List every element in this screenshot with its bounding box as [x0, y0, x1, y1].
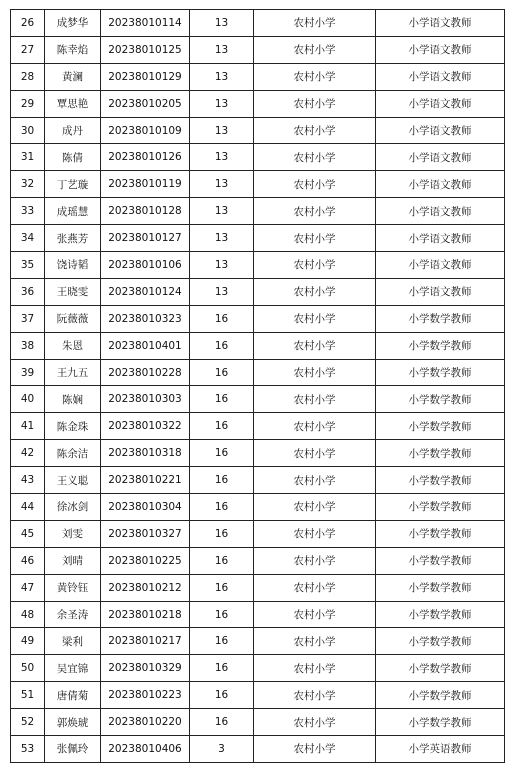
school-type-cell: 农村小学 — [254, 144, 376, 171]
row-number-cell: 27 — [11, 36, 45, 63]
position-code-cell: 13 — [190, 278, 254, 305]
exam-id-cell: 20238010304 — [101, 494, 190, 521]
row-number-cell: 38 — [11, 332, 45, 359]
school-type-cell: 农村小学 — [254, 467, 376, 494]
school-type-cell: 农村小学 — [254, 440, 376, 467]
name-cell: 王晓雯 — [45, 278, 101, 305]
job-title-cell: 小学语文教师 — [376, 278, 505, 305]
job-title-cell: 小学数学教师 — [376, 413, 505, 440]
name-cell: 王义聪 — [45, 467, 101, 494]
exam-id-cell: 20238010217 — [101, 628, 190, 655]
job-title-cell: 小学语文教师 — [376, 90, 505, 117]
position-code-cell: 16 — [190, 628, 254, 655]
row-number-cell: 34 — [11, 225, 45, 252]
name-cell: 饶诗韬 — [45, 252, 101, 279]
row-number-cell: 35 — [11, 252, 45, 279]
table-row — [11, 494, 505, 521]
row-number-cell: 32 — [11, 171, 45, 198]
table-row — [11, 252, 505, 279]
school-type-cell: 农村小学 — [254, 359, 376, 386]
row-number-cell: 28 — [11, 63, 45, 90]
name-cell: 成瑶慧 — [45, 198, 101, 225]
row-number-cell: 29 — [11, 90, 45, 117]
job-title-cell: 小学语文教师 — [376, 198, 505, 225]
position-code-cell: 16 — [190, 655, 254, 682]
job-title-cell: 小学数学教师 — [376, 467, 505, 494]
exam-id-cell: 20238010303 — [101, 386, 190, 413]
exam-id-cell: 20238010106 — [101, 252, 190, 279]
school-type-cell: 农村小学 — [254, 278, 376, 305]
name-cell: 黄铃钰 — [45, 574, 101, 601]
job-title-cell: 小学数学教师 — [376, 520, 505, 547]
position-code-cell: 13 — [190, 198, 254, 225]
name-cell: 徐冰剑 — [45, 494, 101, 521]
position-code-cell: 13 — [190, 225, 254, 252]
school-type-cell: 农村小学 — [254, 36, 376, 63]
name-cell: 王九五 — [45, 359, 101, 386]
position-code-cell: 16 — [190, 682, 254, 709]
exam-id-cell: 20238010128 — [101, 198, 190, 225]
name-cell: 吴宜锦 — [45, 655, 101, 682]
table-row — [11, 117, 505, 144]
table-row — [11, 278, 505, 305]
school-type-cell: 农村小学 — [254, 386, 376, 413]
exam-id-cell: 20238010327 — [101, 520, 190, 547]
job-title-cell: 小学语文教师 — [376, 10, 505, 37]
job-title-cell: 小学语文教师 — [376, 252, 505, 279]
row-number-cell: 43 — [11, 467, 45, 494]
school-type-cell: 农村小学 — [254, 520, 376, 547]
row-number-cell: 39 — [11, 359, 45, 386]
row-number-cell: 47 — [11, 574, 45, 601]
exam-id-cell: 20238010125 — [101, 36, 190, 63]
name-cell: 成丹 — [45, 117, 101, 144]
name-cell: 余圣涛 — [45, 601, 101, 628]
job-title-cell: 小学数学教师 — [376, 601, 505, 628]
row-number-cell: 52 — [11, 709, 45, 736]
job-title-cell: 小学数学教师 — [376, 628, 505, 655]
name-cell: 朱恩 — [45, 332, 101, 359]
school-type-cell: 农村小学 — [254, 10, 376, 37]
name-cell: 黄澜 — [45, 63, 101, 90]
job-title-cell: 小学数学教师 — [376, 332, 505, 359]
row-number-cell: 42 — [11, 440, 45, 467]
name-cell: 刘雯 — [45, 520, 101, 547]
exam-id-cell: 20238010109 — [101, 117, 190, 144]
name-cell: 陈倩 — [45, 144, 101, 171]
name-cell: 阮薇薇 — [45, 305, 101, 332]
school-type-cell: 农村小学 — [254, 117, 376, 144]
table-row — [11, 198, 505, 225]
results-table-body — [11, 10, 505, 763]
job-title-cell: 小学语文教师 — [376, 117, 505, 144]
exam-id-cell: 20238010318 — [101, 440, 190, 467]
position-code-cell: 13 — [190, 144, 254, 171]
exam-id-cell: 20238010114 — [101, 10, 190, 37]
exam-id-cell: 20238010212 — [101, 574, 190, 601]
name-cell: 陈幸焰 — [45, 36, 101, 63]
job-title-cell: 小学数学教师 — [376, 574, 505, 601]
exam-id-cell: 20238010126 — [101, 144, 190, 171]
position-code-cell: 16 — [190, 520, 254, 547]
name-cell: 陈娴 — [45, 386, 101, 413]
name-cell: 丁艺璇 — [45, 171, 101, 198]
row-number-cell: 40 — [11, 386, 45, 413]
exam-id-cell: 20238010124 — [101, 278, 190, 305]
name-cell: 覃思艳 — [45, 90, 101, 117]
exam-id-cell: 20238010220 — [101, 709, 190, 736]
row-number-cell: 33 — [11, 198, 45, 225]
exam-id-cell: 20238010205 — [101, 90, 190, 117]
table-row — [11, 171, 505, 198]
row-number-cell: 26 — [11, 10, 45, 37]
row-number-cell: 49 — [11, 628, 45, 655]
exam-id-cell: 20238010228 — [101, 359, 190, 386]
table-row — [11, 682, 505, 709]
job-title-cell: 小学语文教师 — [376, 225, 505, 252]
table-row — [11, 655, 505, 682]
position-code-cell: 16 — [190, 305, 254, 332]
job-title-cell: 小学数学教师 — [376, 682, 505, 709]
table-row — [11, 144, 505, 171]
name-cell: 陈金珠 — [45, 413, 101, 440]
job-title-cell: 小学数学教师 — [376, 709, 505, 736]
row-number-cell: 37 — [11, 305, 45, 332]
school-type-cell: 农村小学 — [254, 547, 376, 574]
position-code-cell: 16 — [190, 413, 254, 440]
school-type-cell: 农村小学 — [254, 63, 376, 90]
name-cell: 张佩玲 — [45, 736, 101, 763]
school-type-cell: 农村小学 — [254, 252, 376, 279]
position-code-cell: 16 — [190, 574, 254, 601]
exam-id-cell: 20238010322 — [101, 413, 190, 440]
exam-id-cell: 20238010225 — [101, 547, 190, 574]
name-cell: 陈余洁 — [45, 440, 101, 467]
exam-id-cell: 20238010218 — [101, 601, 190, 628]
exam-id-cell: 20238010119 — [101, 171, 190, 198]
job-title-cell: 小学数学教师 — [376, 440, 505, 467]
job-title-cell: 小学数学教师 — [376, 305, 505, 332]
table-row — [11, 547, 505, 574]
position-code-cell: 16 — [190, 440, 254, 467]
position-code-cell: 13 — [190, 36, 254, 63]
position-code-cell: 13 — [190, 63, 254, 90]
job-title-cell: 小学数学教师 — [376, 359, 505, 386]
position-code-cell: 16 — [190, 709, 254, 736]
job-title-cell: 小学数学教师 — [376, 547, 505, 574]
position-code-cell: 13 — [190, 252, 254, 279]
row-number-cell: 44 — [11, 494, 45, 521]
exam-id-cell: 20238010329 — [101, 655, 190, 682]
row-number-cell: 36 — [11, 278, 45, 305]
table-row — [11, 359, 505, 386]
job-title-cell: 小学语文教师 — [376, 63, 505, 90]
job-title-cell: 小学英语教师 — [376, 736, 505, 763]
name-cell: 唐倩菊 — [45, 682, 101, 709]
position-code-cell: 16 — [190, 494, 254, 521]
school-type-cell: 农村小学 — [254, 655, 376, 682]
school-type-cell: 农村小学 — [254, 413, 376, 440]
row-number-cell: 45 — [11, 520, 45, 547]
position-code-cell: 16 — [190, 359, 254, 386]
exam-id-cell: 20238010221 — [101, 467, 190, 494]
school-type-cell: 农村小学 — [254, 225, 376, 252]
position-code-cell: 13 — [190, 10, 254, 37]
job-title-cell: 小学语文教师 — [376, 36, 505, 63]
name-cell: 张燕芳 — [45, 225, 101, 252]
name-cell: 刘晴 — [45, 547, 101, 574]
row-number-cell: 50 — [11, 655, 45, 682]
row-number-cell: 51 — [11, 682, 45, 709]
name-cell: 成梦华 — [45, 10, 101, 37]
school-type-cell: 农村小学 — [254, 332, 376, 359]
job-title-cell: 小学数学教师 — [376, 655, 505, 682]
school-type-cell: 农村小学 — [254, 574, 376, 601]
table-row — [11, 386, 505, 413]
job-title-cell: 小学语文教师 — [376, 171, 505, 198]
table-row — [11, 63, 505, 90]
position-code-cell: 16 — [190, 386, 254, 413]
exam-id-cell: 20238010223 — [101, 682, 190, 709]
results-table — [10, 9, 505, 763]
exam-id-cell: 20238010127 — [101, 225, 190, 252]
table-row — [11, 574, 505, 601]
school-type-cell: 农村小学 — [254, 171, 376, 198]
school-type-cell: 农村小学 — [254, 601, 376, 628]
job-title-cell: 小学语文教师 — [376, 144, 505, 171]
school-type-cell: 农村小学 — [254, 682, 376, 709]
row-number-cell: 41 — [11, 413, 45, 440]
position-code-cell: 13 — [190, 90, 254, 117]
school-type-cell: 农村小学 — [254, 736, 376, 763]
school-type-cell: 农村小学 — [254, 628, 376, 655]
position-code-cell: 16 — [190, 601, 254, 628]
table-row — [11, 736, 505, 763]
table-row — [11, 413, 505, 440]
table-row — [11, 628, 505, 655]
position-code-cell: 16 — [190, 332, 254, 359]
job-title-cell: 小学数学教师 — [376, 386, 505, 413]
table-row — [11, 332, 505, 359]
row-number-cell: 31 — [11, 144, 45, 171]
table-row — [11, 440, 505, 467]
row-number-cell: 53 — [11, 736, 45, 763]
position-code-cell: 16 — [190, 467, 254, 494]
school-type-cell: 农村小学 — [254, 709, 376, 736]
table-row — [11, 305, 505, 332]
name-cell: 郭焕琥 — [45, 709, 101, 736]
position-code-cell: 13 — [190, 117, 254, 144]
position-code-cell: 13 — [190, 171, 254, 198]
row-number-cell: 48 — [11, 601, 45, 628]
school-type-cell: 农村小学 — [254, 494, 376, 521]
table-row — [11, 10, 505, 37]
exam-id-cell: 20238010401 — [101, 332, 190, 359]
exam-id-cell: 20238010323 — [101, 305, 190, 332]
school-type-cell: 农村小学 — [254, 198, 376, 225]
row-number-cell: 46 — [11, 547, 45, 574]
name-cell: 梁利 — [45, 628, 101, 655]
table-row — [11, 36, 505, 63]
row-number-cell: 30 — [11, 117, 45, 144]
job-title-cell: 小学数学教师 — [376, 494, 505, 521]
table-row — [11, 601, 505, 628]
school-type-cell: 农村小学 — [254, 90, 376, 117]
table-row — [11, 467, 505, 494]
table-row — [11, 90, 505, 117]
exam-id-cell: 20238010406 — [101, 736, 190, 763]
position-code-cell: 16 — [190, 547, 254, 574]
table-row — [11, 225, 505, 252]
school-type-cell: 农村小学 — [254, 305, 376, 332]
table-row — [11, 520, 505, 547]
exam-id-cell: 20238010129 — [101, 63, 190, 90]
position-code-cell: 3 — [190, 736, 254, 763]
table-row — [11, 709, 505, 736]
